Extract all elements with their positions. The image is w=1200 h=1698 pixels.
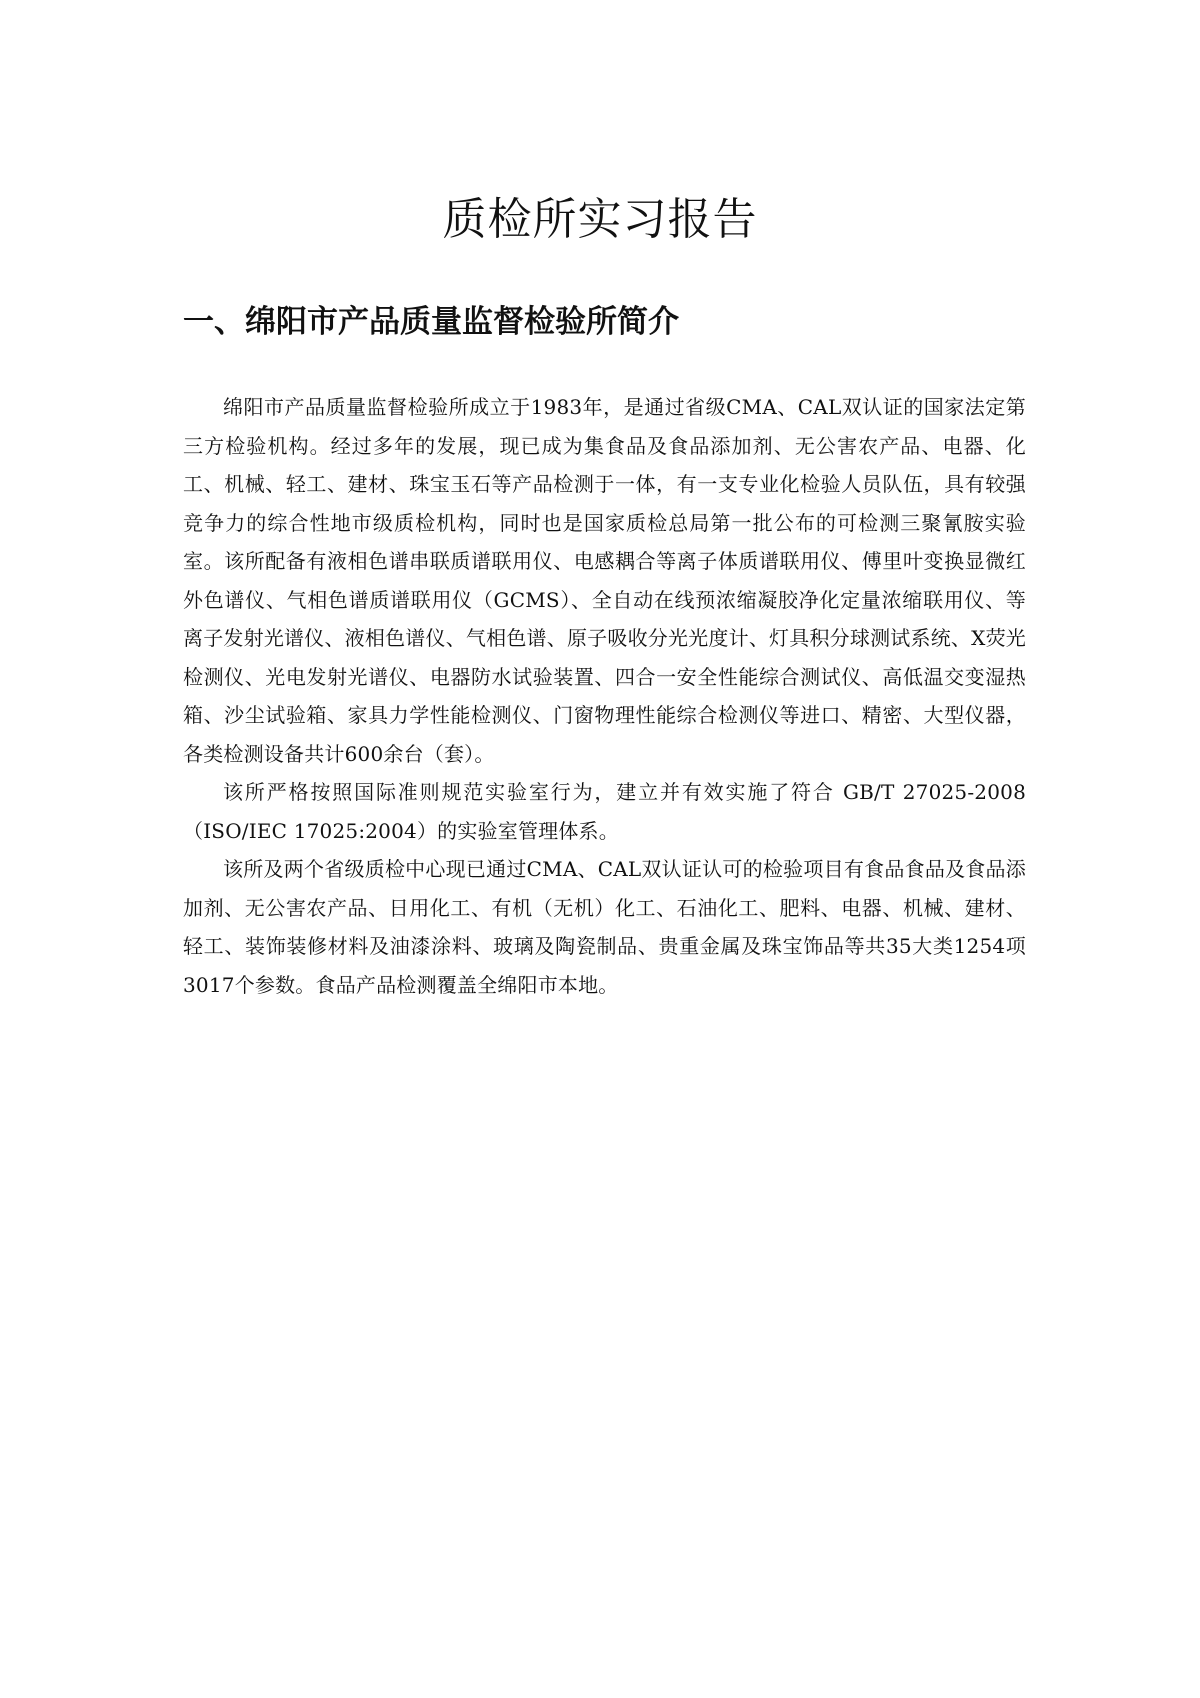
paragraph-certification-scope: 该所及两个省级质检中心现已通过CMA、CAL双认证认可的检验项目有食品食品及食品添加剂、无公害农产品、日用化工、有机（无机）化工、石油化工、肥料、电器、机械、建材、轻工、装饰装修材料及油漆涂料、玻璃及陶瓷制品、贵重金属及珠宝饰品等共35大类1254项3017个参数。食品产品检测覆盖全绵阳市本地。 [183, 857, 1026, 997]
body-text [183, 388, 1026, 1004]
document-title: 质检所实习报告 [442, 194, 758, 245]
paragraph-introduction: 绵阳市产品质量监督检验所成立于1983年，是通过省级CMA、CAL双认证的国家法定第三方检验机构。经过多年的发展，现已成为集食品及食品添加剂、无公害农产品、电器、化工、机械、轻工、建材、珠宝玉石等产品检测于一体，有一支专业化检验人员队伍，具有较强竞争力的综合性地市级质检机构，同时也是国家质检总局第一批公布的可检测三聚氰胺实验室。该所配备有液相色谱串联质谱联用仪、电感耦合等离子体质谱联用仪、傅里叶变换显微红外色谱仪、气相色谱质谱联用仪（GCMS）、全自动在线预浓缩凝胶净化定量浓缩联用仪、等离子发射光谱仪、液相色谱仪、气相色谱、原子吸收分光光度计、灯具积分球测试系统、X荧光检测仪、光电发射光谱仪、电器防水试验装置、四合一安全性能综合测试仪、高低温交变湿热箱、沙尘试验箱、家具力学性能检测仪、门窗物理性能综合检测仪等进口、精密、大型仪器，各类检测设备共计600余台（套）。 [183, 395, 1026, 766]
section-heading: 一、绵阳市产品质量监督检验所简介 [183, 304, 679, 340]
paragraph-management-system: 该所严格按照国际准则规范实验室行为，建立并有效实施了符合 GB/T 27025-2008（ISO/IEC 17025:2004）的实验室管理体系。 [183, 780, 1026, 843]
